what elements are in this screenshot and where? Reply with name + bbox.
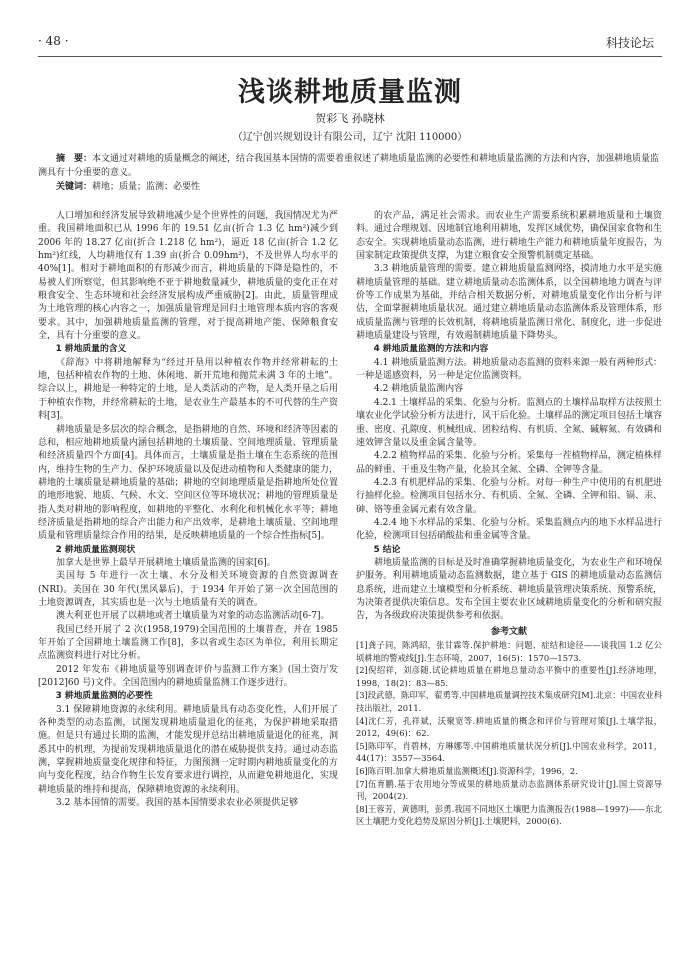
references-heading: 参考文献 [490,626,527,637]
paragraph: 澳大利亚也开展了以耕地或者土壤质量为对象的动态监测活动[6-7]。 [56,611,330,622]
page-number: · 48 · [38,34,69,48]
paragraph: 4.2 耕地质量监测内容 [374,384,464,395]
paragraph: 人口增加和经济发展导致耕地减少是个世界性的问题，我国情况尤为严重。我国耕地面积已从 1996 年的 19.51 亿亩(折合 1.3 亿 hm²)减少到 2006 年的 18.27 亿亩(折合 1.218 亿 hm²)，逼近 18 亿亩(折合 1.2 亿 hm²)红线，人均耕地仅有 1.39 亩(折合 0.09hm²)，不及世界人均水平的 40%[1]。相对于耕地面积的有形减少而言，耕地质量的下降是隐性的，不易被人们所察觉，但其影响绝不亚于耕地数量减少，耕地质量的变化正在对粮食安全、生态环境和社会经济发展构成严重威胁[2]。由此，质量管理成为土地管理的核心内容之一，加强质量管理是回归土地管理本质内容的客观要求。其中，加强耕地质量监测的管理，对于提高耕地产能、保障粮食安全，具有十分重要的意义。 [38,211,338,342]
section-heading: 4 耕地质量监测的方法和内容 [373,344,489,355]
abstract-text: 本文通过对耕地的质量概念的阐述，结合我国基本国情的需要着重叙述了耕地质量监测的必要性和耕地质量监测的方法和内容，加强耕地质量监测具有十分重要的意义。 [38,154,660,178]
affiliation: （辽宁创兴规划设计有限公司，辽宁 沈阳 110000） [232,132,468,143]
paragraph: 美国每 5 年进行一次土壤、水分及相关环境资源的自然资源调查(NRI)。美国在 30 年代(黑风暴后)，于 1934 年开始了第一次全国范围的土地资源调查，其实质也是一次与土地质量有关的调查。 [38,571,338,608]
section-label: 科技论坛 [605,36,654,50]
paragraph: 4.2.4 地下水样品的采集、化验与分析。采集监测点内的地下水样品进行化验，检测项目包括硝酸盐和重金属等含量。 [356,517,662,542]
section-heading: 1 耕地质量的含义 [55,344,127,355]
header-rule [38,56,662,57]
paragraph: 4.1 耕地质量监测方法。耕地质量动态监测的资料来源一般有两种形式：一种是遥感资料，另一种是定位监测资料。 [356,357,662,382]
authors: 贺彩飞 孙晓林 [315,112,385,125]
abstract [38,152,662,180]
paragraph: 《辞海》中将耕地解释为“经过开垦用以种植农作物并经常耕耘的土地，包括种植农作物的土地、休闲地、新开荒地和抛荒未满 3 年的土地”。综合以上，耕地是一种特定的土地，是人类活动的产物，是人类开垦之后用于种植农作物，并经常耕耘的土地，是农业生产最基本的不可代替的生产资料[3]。 [38,357,338,422]
reference-item: [6]陈百明.加拿大耕地质量监测概述[J].资源科学，1996，2. [356,765,578,776]
paragraph: 4.2.3 有机肥样品的采集、化验与分析。对每一种生产中使用的有机肥进行抽样化验。检测项目包括水分、有机质、全氮、全磷、全钾和铅、镉、汞、砷、铬等重金属元素有效含量。 [356,477,663,515]
right-column-body [356,210,662,624]
article-title: 浅谈耕地质量监测 [238,77,462,108]
reference-item: [4]沈仁芳，孔祥斌，沃聚宽等.耕地质量的概念和评价与管理对策[J].土壤学报，2012，49(6)：62. [356,715,662,739]
paragraph: 3.1 保障耕地资源的永续利用。耕地质量具有动态变化性，人们开展了各种类型的动态监测，试图发现耕地质量退化的征兆，为保护耕地采取措施。但是只有通过长期的监测，才能发现并总结出耕地质量退化的征兆，洞悉其中的机理，为提前发现耕地质量退化的潜在威胁提供支持。通过动态监测，掌握耕地质量变化规律和特征，力图预测一定时期内耕地质量变化的方向与变化程度，结合作物生长发育要求进行调控，从而避免耕地退化，实现耕地质量的维持和提高，保障耕地资源的永续利用。 [38,704,338,795]
reference-item: [5]陈印军，肖碧林，方琳娜等.中国耕地质量状况分析[J].中国农业科学，2011，44(17)：3557—3564. [356,740,662,764]
paragraph: 3.2 基本国情的需要。我国的基本国情要求农业必须提供足够 [56,798,299,809]
paragraph: 耕地质量是多层次的综合概念，是指耕地的自然、环境和经济等因素的总和，相应地耕地质量内涵包括耕地的土壤质量、空间地理质量、管理质量和经济质量四个方面[4]。具体而言，土壤质量是指土壤在生态系统的范围内，维持生物的生产力、保护环境质量以及促进动植物和人类健康的能力，耕地的土壤质量是耕地质量的基础；耕地的空间地理质量是指耕地所处位置的地形地貌、地质、气候、水文、空间区位等环境状况；耕地的管理质量是指人类对耕地的影响程度，如耕地的平整化、水利化和机械化水平等；耕地经济质量是指耕地的综合产出能力和产出效率，是耕地土壤质量、空间地理质量和管理质量综合作用的结果，是反映耕地质量的一个综合性指标[5]。 [38,424,338,542]
references-list [356,639,662,828]
keywords [38,180,662,194]
abstract-label: 摘 要： [56,154,93,164]
paragraph: 4.2.2 植物样品的采集、化验与分析。采集每一茬植物样品，测定植株样品的鲜重、干重及生物产量，化验其全氮、全磷、全钾等含量。 [356,451,662,475]
abstract-block [38,152,662,194]
body-column-right [356,210,662,828]
reference-item: [1]龚子同，陈鸿昭，张甘霖等.保护耕地：问题、症结和途径——谈我国 1.2 亿公顷耕地的警戒线[J].生态环境，2007，16(5)：1570—1573. [356,640,662,663]
reference-item: [2]倪绍祥，刘彦随.试论耕地质量在耕地总量动态平衡中的重要性[J].经济地理，1998，18(2)：83—85. [356,665,662,688]
reference-item: [8]王蓉芳，黄德明，彭勇.我国不同地区土壤肥力监测报告(1988—1997)——东北区土壤肥力变化趋势及原因分析[J].土壤肥料，2000(6). [356,803,662,827]
paragraph: 2012 年发布《耕地质量等别调查评价与监测工作方案》(国土资厅发[2012]60 号)文件。全国范围内的耕地质量监测工作逐步进行。 [38,664,338,689]
reference-item: [3]段武德，陈印军，翟勇等.中国耕地质量调控技术集成研究[M].北京：中国农业科技出版社，2011. [356,690,662,713]
keywords-text: 耕地；质量；监测；必要性 [92,182,201,192]
keywords-label: 关键词： [56,182,93,192]
section-heading: 2 耕地质量监测现状 [55,544,136,555]
section-heading: 3 耕地质量监测的必要性 [55,691,153,702]
paragraph: 加拿大是世界上最早开展耕地土壤质量监测的国家[6]。 [56,557,276,568]
paragraph: 4.2.1 土壤样品的采集、化验与分析。监测点的土壤样品取样方法按照土壤农业化学试验分析方法进行，风干后化验。土壤样品的测定项目包括土壤容重、密度、孔隙度、机械组成、团粒结构、有机质、全氮、碱解氮、有效磷和速效钾含量以及重金属含量等。 [356,397,663,448]
paragraph: 的农产品，满足社会需求。而农业生产需要系统积累耕地质量和土壤资料。通过合理规划、因地制宜地利用耕地，发挥区域优势，确保国家食物和生态安全。实现耕地质量动态监测，进行耕地生产能力和耕地质量年度报告，为国家制定政策提供支撑，为建立粮食安全预警机制奠定基础。 [356,211,663,262]
paragraph: 3.3 耕地质量管理的需要。建立耕地质量监测网络，摸清地力水平是实施耕地质量管理的基础。建立耕地质量动态监测体系，以全国耕地地力调查与评价等工作成果为基础，并结合相关数据分析，对耕地质量变化作出分析与评估，全面掌握耕地质量状况。通过建立耕地质量动态监测体系及管理体系，形成质量监测与管理的长效机制，将耕地质量监测日常化、制度化，进一步促进耕地质量建设与管理，有效遏制耕地质量下降势头。 [356,264,663,342]
section-heading: 5 结论 [373,544,401,555]
body-column-left [38,210,338,810]
paragraph: 我国已经开展了 2 次(1958,1979)全国范围的土壤普查，并在 1985 年开始了全国耕地土壤监测工作[8]，多以省或生态区为单位，利用长期定点监测资料进行对比分析。 [38,624,338,662]
reference-item: [7]伍育鹏.基于农用地分等成果的耕地质量动态监测体系研究设计[J].国土资源导刊，2004(2). [356,778,662,802]
running-header [38,0,662,58]
paragraph: 耕地质量监测的目标是及时准确掌握耕地质量变化，为农业生产和环境保护服务。利用耕地质量动态监测数据，建立基于 GIS 的耕地质量动态监测信息系统，进而建立土壤模型和分析系统、耕地质量管理决策系统、预警系统，为决策者提供决策信息。发布全国主要农业区域耕地质量变化的分析和研究报告，为各级政府决策提供参考和依据。 [356,557,663,622]
